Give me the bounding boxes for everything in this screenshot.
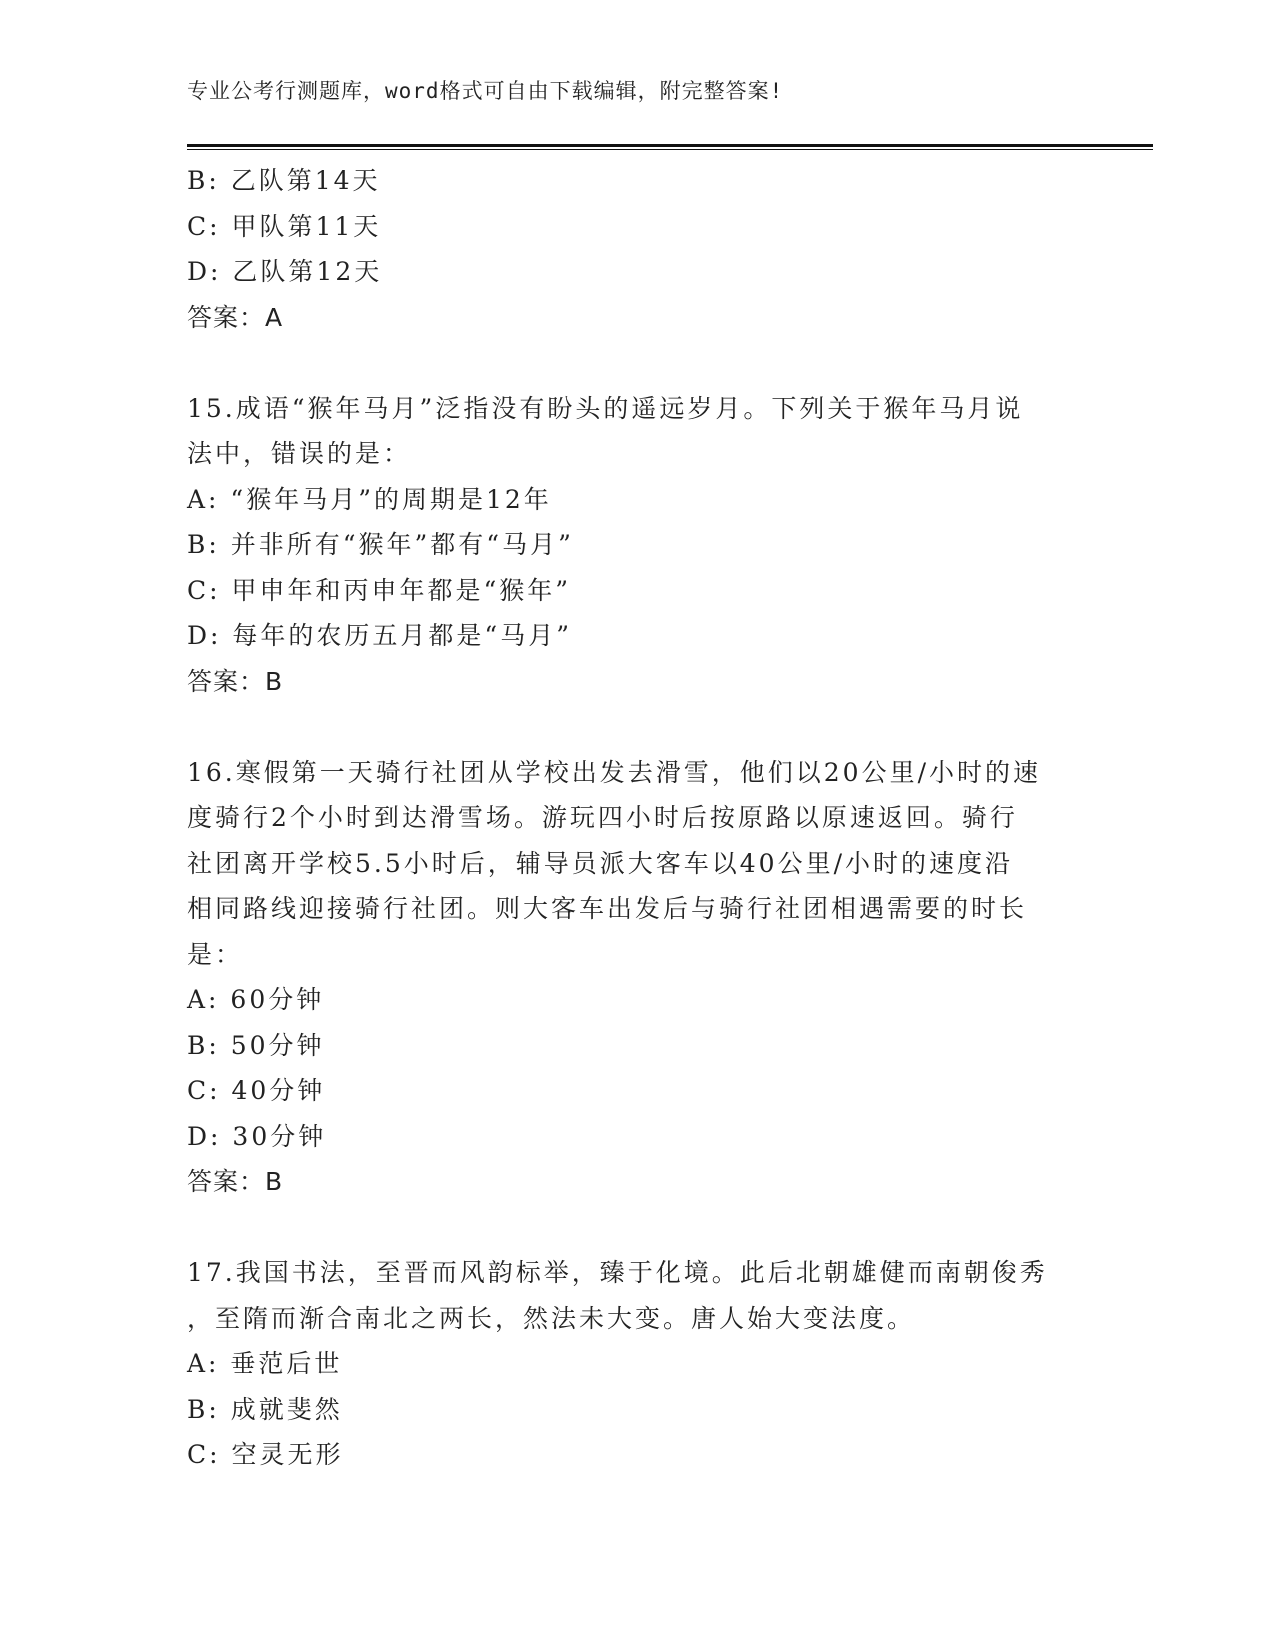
- q15-stem-line: 法中，错误的是：: [187, 439, 412, 468]
- q16-option-d: D: 30分钟: [187, 1121, 327, 1151]
- question-15: [187, 386, 1087, 705]
- header-rule-thin: [187, 149, 1153, 150]
- q16-stem-line: 16.寒假第一天骑行社团从学校出发去滑雪，他们以20公里/小时的速: [187, 757, 1041, 787]
- q17-stem-line: ，至隋而渐合南北之两长，然法未大变。唐人始大变法度。: [187, 1303, 916, 1333]
- q14-option-c: C: 甲队第11天: [187, 211, 382, 241]
- q14-answer: 答案：A: [187, 302, 284, 332]
- q15-option-a: A: “猴年马月”的周期是12年: [187, 484, 552, 514]
- q16-option-a: A: 60分钟: [187, 985, 325, 1014]
- q15-stem: [187, 386, 1087, 477]
- spacer: [187, 340, 1087, 386]
- spacer: [187, 1205, 1087, 1251]
- q17-stem: [187, 1250, 1087, 1341]
- question-16: [187, 750, 1087, 1205]
- q16-option-b: B: 50分钟: [187, 1030, 325, 1060]
- page-header: 专业公考行测题库，word格式可自由下载编辑，附完整答案!: [187, 79, 784, 103]
- q14-option-d: D: 乙队第12天: [187, 257, 383, 286]
- q17-option-a: A: 垂范后世: [187, 1349, 343, 1378]
- spacer: [187, 704, 1087, 750]
- header-rule-thick: [187, 144, 1153, 147]
- q16-stem: [187, 750, 1087, 978]
- q17-stem-line: 17.我国书法，至晋而风韵标举，臻于化境。此后北朝雄健而南朝俊秀: [187, 1258, 1048, 1287]
- q16-stem-line: 是：: [187, 939, 244, 969]
- q15-option-b: B: 并非所有“猴年”都有“马月”: [187, 530, 574, 559]
- q16-answer: 答案：B: [187, 1167, 284, 1196]
- q15-stem-line: 15.成语“猴年马月”泛指没有盼头的遥远岁月。下列关于猴年马月说: [187, 393, 1024, 423]
- q16-option-c: C: 40分钟: [187, 1076, 326, 1105]
- q16-stem-line: 社团离开学校5.5小时后，辅导员派大客车以40公里/小时的速度沿: [187, 848, 1013, 878]
- q17-option-c: C: 空灵无形: [187, 1440, 344, 1469]
- question-14-tail: [187, 158, 1087, 340]
- q14-option-b: B: 乙队第14天: [187, 166, 381, 195]
- q16-stem-line: 度骑行2个小时到达滑雪场。游玩四小时后按原路以原速返回。骑行: [187, 803, 1018, 832]
- q15-option-d: D: 每年的农历五月都是“马月”: [187, 621, 572, 650]
- document-body: [187, 158, 1087, 1478]
- q15-answer: 答案：B: [187, 666, 284, 696]
- q15-option-c: C: 甲申年和丙申年都是“猴年”: [187, 575, 572, 605]
- q17-option-b: B: 成就斐然: [187, 1394, 343, 1424]
- q16-stem-line: 相同路线迎接骑行社团。则大客车出发后与骑行社团相遇需要的时长: [187, 894, 1028, 923]
- question-17: [187, 1250, 1087, 1478]
